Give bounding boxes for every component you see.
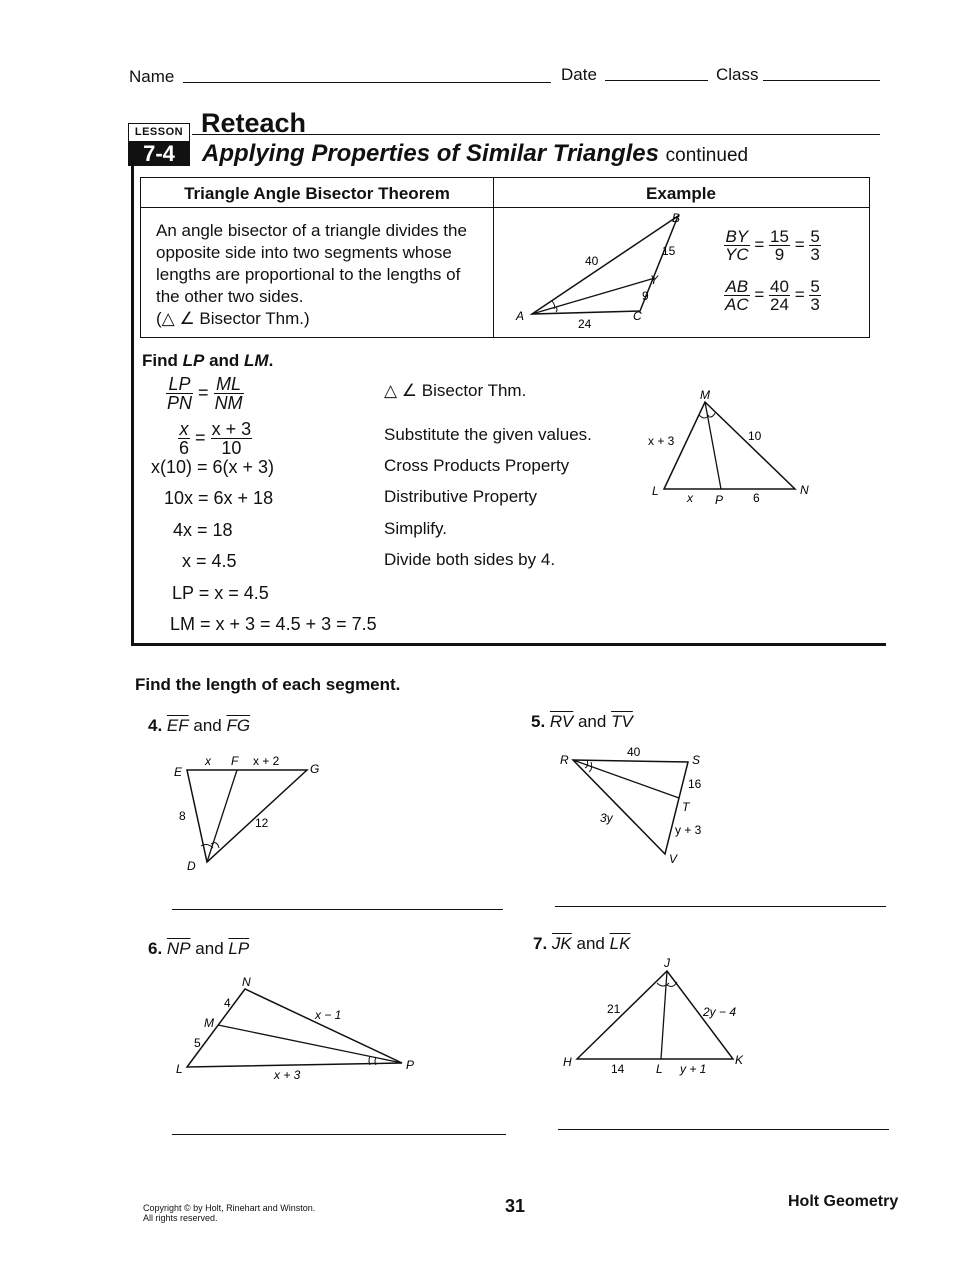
- label-side-ab: 40: [585, 254, 599, 268]
- copyright-line: All rights reserved.: [143, 1213, 218, 1223]
- exercise-4-title: [148, 716, 250, 736]
- label-b: B: [672, 211, 681, 225]
- segment-name: $\overline{JK}$: [551, 934, 572, 953]
- lesson-number: 7-4: [128, 141, 190, 166]
- angle-mark: [589, 762, 592, 772]
- step-lm: LM = x + 3 = 4.5 + 3 = 7.5: [170, 614, 377, 634]
- reason-line: Divide both sides by 4.: [384, 550, 556, 569]
- theorem-line: An angle bisector of a triangle divides the: [156, 221, 467, 240]
- numerator: x + 3: [211, 419, 252, 439]
- reason-line: Distributive Property: [384, 487, 538, 506]
- exercise-6-figure: [170, 975, 430, 1085]
- label-y: Y: [650, 273, 659, 287]
- label-a: A: [516, 309, 525, 323]
- denominator: 3: [810, 245, 820, 264]
- label-st: 16: [688, 777, 702, 791]
- denominator: 9: [774, 245, 785, 264]
- section-frame-left: [131, 166, 134, 646]
- label-rs: 40: [627, 745, 641, 759]
- label-p: P: [406, 1058, 415, 1072]
- label-e: E: [174, 765, 183, 779]
- example-triangle-figure: [500, 208, 700, 333]
- theorem-line: the other two sides.: [156, 287, 304, 306]
- reason-line: Cross Products Property: [384, 456, 570, 475]
- label-n: N: [800, 483, 809, 497]
- fraction: [809, 228, 820, 263]
- label-dg: 12: [255, 816, 269, 830]
- conjunction: and: [576, 934, 605, 953]
- copyright-line: Copyright © by Holt, Rinehart and Winston.: [143, 1203, 316, 1213]
- step-substitute: [178, 420, 252, 457]
- label-l: L: [656, 1062, 663, 1076]
- exercise-number: 5.: [531, 712, 546, 731]
- numerator: x: [179, 419, 189, 439]
- reason-line: Substitute the given values.: [384, 425, 592, 444]
- label-mn: 10: [748, 429, 762, 443]
- exercise-5-figure: [555, 742, 725, 872]
- denominator: 24: [770, 295, 789, 314]
- page-title: Reteach: [201, 108, 307, 138]
- reason-line: Simplify.: [384, 519, 447, 538]
- label-np: x − 1: [315, 1008, 342, 1022]
- label-lp: x + 3: [274, 1068, 301, 1082]
- label-ef: x: [205, 754, 211, 768]
- label-lp: x: [687, 491, 693, 505]
- equals-sign: =: [754, 234, 765, 254]
- label-n: N: [242, 975, 251, 989]
- label-seg-by: 15: [662, 244, 676, 258]
- exercise-number: 7.: [533, 934, 548, 953]
- example-ratio-2: [724, 278, 821, 313]
- label-seg-yc: 9: [642, 289, 649, 303]
- label-lm: x + 3: [648, 434, 675, 448]
- label-side-ac: 24: [578, 317, 592, 331]
- step-divide: x = 4.5: [182, 551, 237, 571]
- triangle-abc: [532, 216, 678, 314]
- fraction: [724, 278, 750, 313]
- worked-triangle-figure: [645, 385, 815, 510]
- label-m: M: [700, 388, 710, 402]
- class-label: Class: [716, 65, 759, 84]
- label-r: R: [560, 753, 569, 767]
- label-p: P: [715, 493, 724, 507]
- segment-name: $\overline{EF}$: [166, 716, 189, 735]
- exercise-number: 4.: [148, 716, 163, 735]
- step-distributive: 10x = 6x + 18: [164, 488, 274, 508]
- numerator: 5: [810, 227, 820, 246]
- equals-sign: =: [794, 234, 805, 254]
- label-g: G: [310, 762, 320, 776]
- example-header: Example: [646, 184, 716, 203]
- equals-sign: =: [198, 382, 209, 403]
- answer-line-5[interactable]: [555, 906, 886, 907]
- bisector-pm: [218, 1025, 402, 1063]
- fraction: [769, 228, 790, 263]
- theorem-line: opposite side into two segments whose: [156, 243, 452, 262]
- label-rv: 3y: [600, 811, 613, 825]
- worked-example-prompt: [142, 351, 273, 371]
- equals-sign: =: [794, 284, 805, 304]
- answer-line-6[interactable]: [172, 1134, 506, 1135]
- fraction: [769, 278, 790, 313]
- segment-name: $\overline{LP}$: [228, 939, 250, 958]
- label-lk: y + 1: [680, 1062, 707, 1076]
- fraction: [809, 278, 820, 313]
- triangle-efg-d: [187, 770, 307, 862]
- triangle-lnp: [187, 989, 402, 1067]
- page-subtitle: [202, 140, 748, 168]
- label-s: S: [692, 753, 701, 767]
- example-ratio-1: [724, 228, 821, 263]
- label-jk: 2y − 4: [703, 1005, 737, 1019]
- denominator: PN: [167, 393, 193, 413]
- label-ed: 8: [179, 809, 186, 823]
- prompt-text: Find: [142, 351, 183, 370]
- angle-mark: [375, 1057, 376, 1065]
- equals-sign: =: [754, 284, 765, 304]
- step-simplify: 4x = 18: [173, 520, 233, 540]
- fraction: [166, 375, 193, 412]
- label-t: T: [682, 800, 690, 814]
- triangle-lmn: [664, 402, 795, 489]
- label-m: M: [204, 1016, 214, 1030]
- fraction: [724, 228, 750, 263]
- theorem-header: Triangle Angle Bisector Theorem: [184, 184, 450, 203]
- label-fg: x + 2: [253, 754, 280, 768]
- continued-label: continued: [665, 145, 749, 166]
- prompt-text: and: [204, 351, 245, 370]
- label-h: H: [563, 1055, 572, 1069]
- bisector-jl: [661, 971, 667, 1059]
- equals-sign: =: [195, 427, 206, 448]
- fraction: [178, 420, 190, 457]
- label-l: L: [176, 1062, 183, 1076]
- segment-name: $\overline{TV}$: [611, 712, 633, 731]
- label-f: F: [231, 754, 239, 768]
- exercise-instruction: Find the length of each segment.: [135, 675, 401, 694]
- subtitle-text: Applying Properties of Similar Triangles: [202, 140, 659, 167]
- step-proportion: [166, 375, 244, 412]
- label-nm: 4: [224, 996, 231, 1010]
- denominator: YC: [725, 245, 749, 264]
- section-frame-bottom: [131, 643, 886, 646]
- label-v: V: [669, 852, 678, 866]
- answer-line-7[interactable]: [558, 1129, 889, 1130]
- lesson-box: LESSON: [128, 123, 190, 142]
- copyright: [143, 1203, 315, 1223]
- denominator: AC: [725, 295, 749, 314]
- fraction: [214, 375, 244, 412]
- label-d: D: [187, 859, 196, 873]
- conjunction: and: [577, 712, 607, 731]
- segment-name: $\overline{FG}$: [226, 716, 251, 735]
- exercise-4-figure: [165, 748, 335, 878]
- numerator: ML: [214, 375, 244, 394]
- numerator: AB: [725, 277, 749, 296]
- prompt-var: LP: [182, 351, 205, 370]
- date-field[interactable]: [605, 80, 708, 81]
- label-pn: 6: [753, 491, 760, 505]
- theorem-line: (△ ∠ Bisector Thm.): [156, 309, 310, 328]
- label-c: C: [633, 309, 642, 323]
- label-tv: y + 3: [675, 823, 702, 837]
- numerator: 15: [770, 227, 789, 246]
- step-cross-products: x(10) = 6(x + 3): [151, 457, 275, 477]
- page-number: 31: [505, 1196, 526, 1216]
- exercise-7-figure: [555, 955, 765, 1080]
- theorem-text: [156, 220, 496, 330]
- bisector-rt: [573, 760, 679, 798]
- angle-mark: [556, 307, 557, 312]
- conjunction: and: [193, 716, 222, 735]
- class-field[interactable]: [763, 80, 880, 81]
- denominator: NM: [214, 393, 243, 413]
- brand-name: Holt Geometry: [788, 1193, 899, 1210]
- label-ml: 5: [194, 1036, 201, 1050]
- numerator: LP: [166, 375, 193, 394]
- segment-name: $\overline{LK}$: [609, 934, 631, 953]
- angle-mark: [369, 1056, 370, 1065]
- reason-line: △ ∠ Bisector Thm.: [384, 381, 527, 400]
- numerator: 40: [770, 277, 789, 296]
- angle-mark: [707, 413, 715, 417]
- triangle-rsv: [573, 760, 688, 854]
- exercise-number: 6.: [148, 939, 163, 958]
- fraction: [211, 420, 253, 457]
- date-label: Date: [561, 65, 597, 84]
- numerator: BY: [725, 227, 749, 246]
- denominator: 3: [810, 295, 820, 314]
- answer-line-4[interactable]: [172, 909, 503, 910]
- prompt-text: .: [268, 351, 274, 370]
- exercise-6-title: [148, 939, 249, 959]
- name-label: Name: [129, 67, 175, 86]
- label-l: L: [652, 484, 659, 498]
- label-k: K: [735, 1053, 744, 1067]
- step-lp: LP = x = 4.5: [172, 583, 269, 603]
- label-hl: 14: [611, 1062, 625, 1076]
- theorem-line: lengths are proportional to the lengths of: [156, 265, 461, 284]
- denominator: 10: [221, 438, 242, 458]
- label-j: J: [664, 956, 670, 970]
- segment-name: $\overline{RV}$: [549, 712, 574, 731]
- exercise-5-title: [531, 712, 633, 732]
- label-jh: 21: [607, 1002, 621, 1016]
- denominator: 6: [179, 438, 190, 458]
- name-field[interactable]: [183, 82, 551, 83]
- numerator: 5: [810, 277, 820, 296]
- exercise-7-title: [533, 934, 630, 954]
- conjunction: and: [195, 939, 224, 958]
- segment-name: $\overline{NP}$: [166, 939, 191, 958]
- prompt-var: LM: [244, 351, 269, 370]
